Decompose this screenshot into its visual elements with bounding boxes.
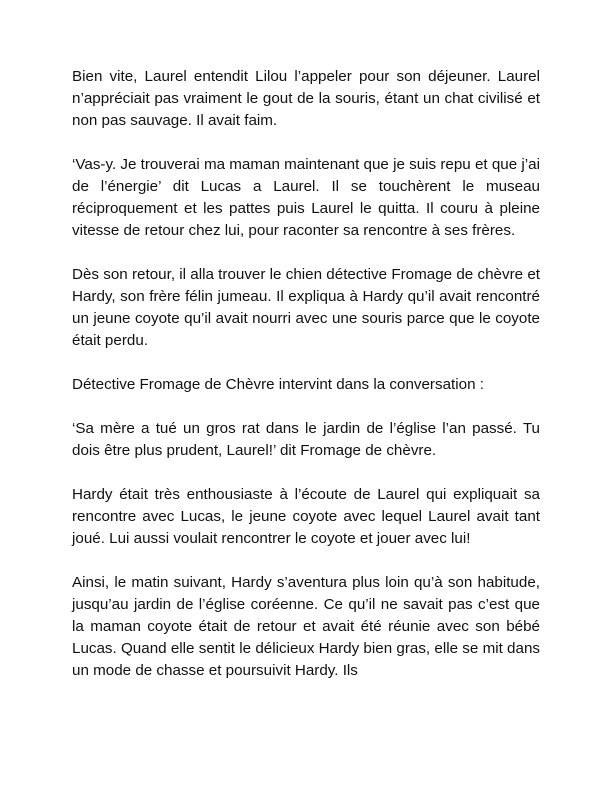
paragraph: Dès son retour, il alla trouver le chien détective Fromage de chèvre et Hardy, son frère félin jumeau. Il expliqua à Hardy qu’il avait rencontré un jeune coyote qu’il avait nourri avec une souris parce que le coyote était perdu. [72,266,540,349]
body-text [72,66,540,682]
paragraph: Bien vite, Laurel entendit Lilou l’appeler pour son déjeuner. Laurel n’appréciait pas vraiment le gout de la souris, étant un chat civilisé et non pas sauvage. Il avait faim. [72,68,540,129]
paragraph: Ainsi, le matin suivant, Hardy s’aventura plus loin qu’à son habitude, jusqu’au jardin de l’église coréenne. Ce qu’il ne savait pas c’est que la maman coyote était de retour et avait été réunie avec son bébé Lucas. Quand elle sentit le délicieux Hardy bien gras, elle se mit dans un mode de chasse et poursuivit Hardy. Ils [72,574,540,679]
paragraph: Hardy était très enthousiaste à l’écoute de Laurel qui expliquait sa rencontre avec Lucas, le jeune coyote avec lequel Laurel avait tant joué. Lui aussi voulait rencontrer le coyote et jouer avec lui! [72,486,540,547]
paragraph: ‘Sa mère a tué un gros rat dans le jardin de l’église l’an passé. Tu dois être plus prudent, Laurel!’ dit Fromage de chèvre. [72,420,540,459]
paragraph: ‘Vas-y. Je trouverai ma maman maintenant que je suis repu et que j’ai de l’énergie’ dit Lucas a Laurel. Il se touchèrent le museau réciproquement et les pattes puis Laurel le quitta. Il couru à pleine vitesse de retour chez lui, pour raconter sa rencontre à ses frères. [72,156,540,239]
paragraph: Détective Fromage de Chèvre intervint dans la conversation : [72,376,484,393]
